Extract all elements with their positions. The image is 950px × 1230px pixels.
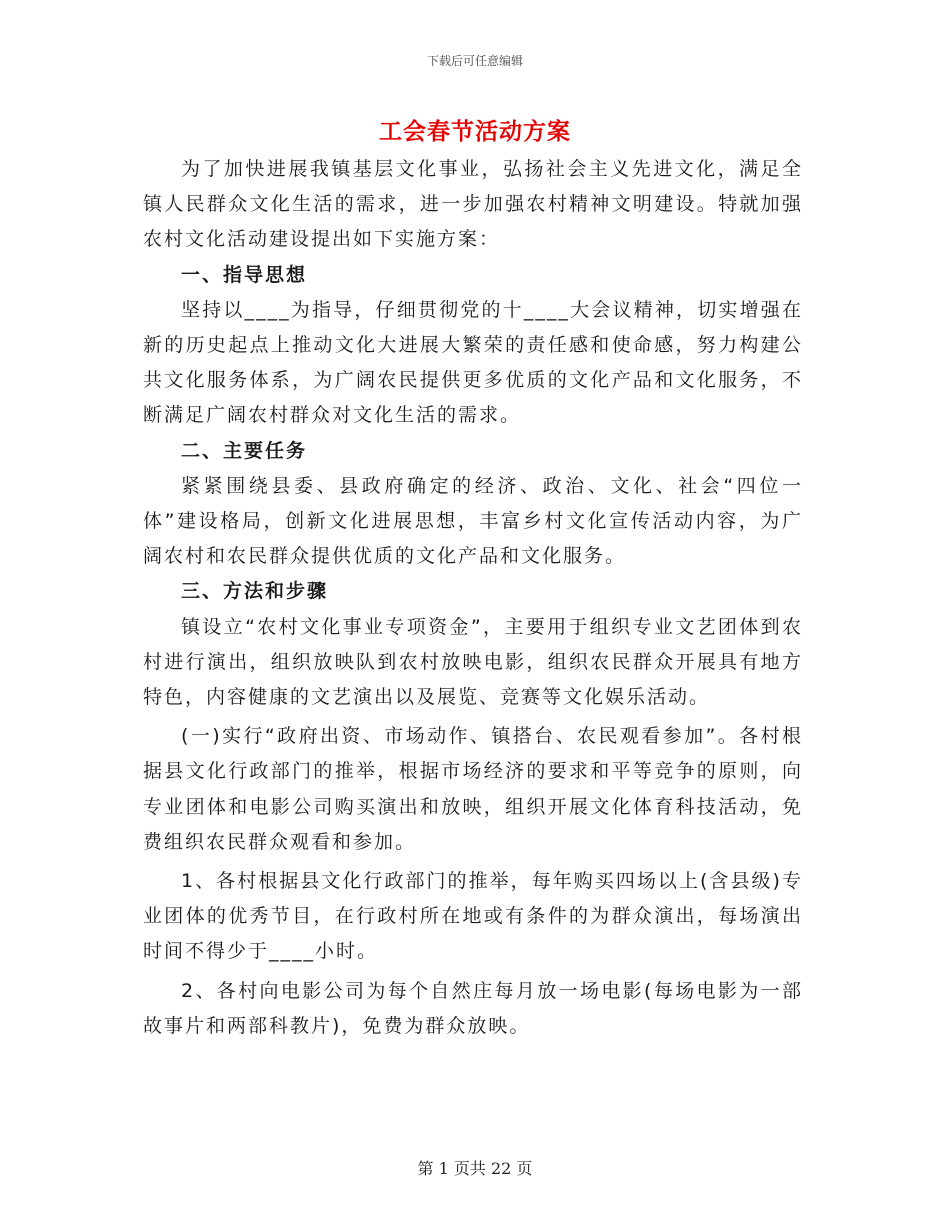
subsection-paragraph-1: (一)实行“政府出资、市场动作、镇搭台、农民观看参加”。各村根据县文化行政部门的推举，根据市场经济的要求和平等竞争的原则，向专业团体和电影公司购买演出和放映，组织开展文化体育科技活动，免费组织农民群众观看和参加。 (143, 725, 803, 853)
intro-paragraph: 为了加快进展我镇基层文化事业，弘扬社会主义先进文化，满足全镇人民群众文化生活的需求，进一步加强农村精神文明建设。特就加强农村文化活动建设提出如下实施方案： (143, 158, 803, 251)
section-heading-methods-steps: 三、方法和步骤 (181, 580, 329, 603)
section-paragraph-main-tasks: 紧紧围绕县委、县政府确定的经济、政治、文化、社会“四位一体”建设格局，创新文化进展思想，丰富乡村文化宣传活动内容，为广阔农村和农民群众提供优质的文化产品和文化服务。 (143, 474, 803, 568)
section-heading-main-tasks: 二、主要任务 (181, 439, 308, 462)
page-footer: 第 1 页共 22 页 (417, 1159, 533, 1178)
list-item-1: 1、各村根据县文化行政部门的推举，每年购买四场以上(含县级)专业团体的优秀节目，在行政村所在地或有条件的为群众演出，每场演出时间不得少于____小时。 (143, 870, 803, 963)
section-heading-guiding-ideology: 一、指导思想 (181, 263, 308, 286)
section-paragraph-methods-steps: 镇设立“农村文化事业专项资金”，主要用于组织专业文艺团体到农村进行演出，组织放映队到农村放映电影，组织农民群众开展具有地方特色，内容健康的文艺演出以及展览、竞赛等文化娱乐活动。 (143, 615, 803, 709)
list-item-2: 2、各村向电影公司为每个自然庄每月放一场电影(每场电影为一部故事片和两部科教片)，免费为群众放映。 (143, 979, 803, 1037)
page-header: 下载后可任意编辑 (426, 54, 523, 68)
document-title: 工会春节活动方案 (379, 119, 571, 145)
section-paragraph-guiding-ideology: 坚持以____为指导，仔细贯彻党的十____大会议精神，切实增强在新的历史起点上推动文化大进展大繁荣的责任感和使命感，努力构建公共文化服务体系，为广阔农民提供更多优质的文化产品和文化服务，不断满足广阔农村群众对文化生活的需求。 (143, 298, 803, 427)
document-body (143, 152, 803, 1044)
